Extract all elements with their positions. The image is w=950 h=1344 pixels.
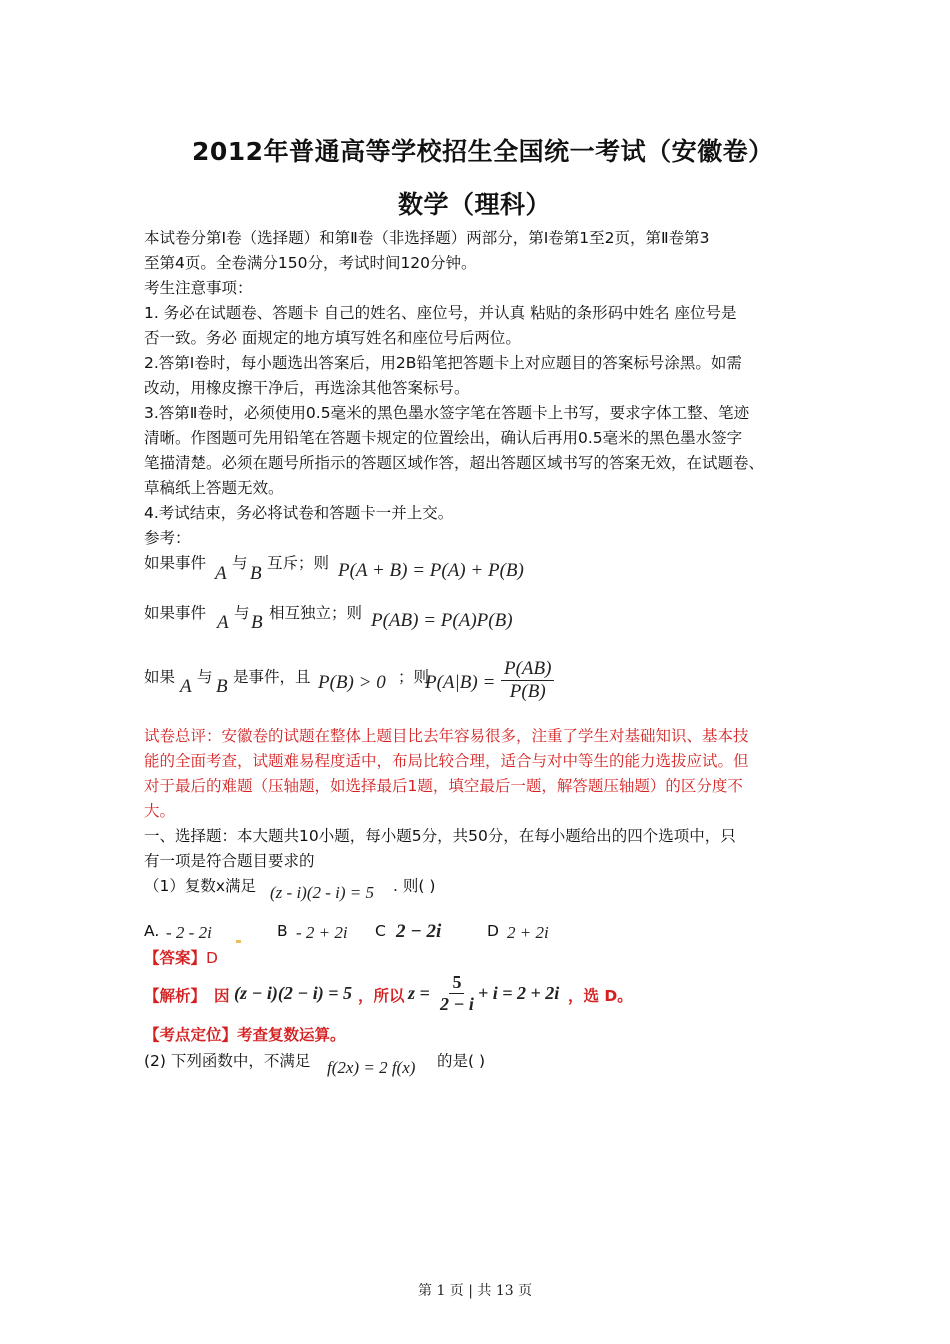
formula-independent: P(AB) = P(A)P(B) [371,610,513,631]
answer-value: D [206,949,218,967]
notice-item: 改动，用橡皮擦干净后，再选涂其他答案标号。 [144,379,470,397]
intro-line: 本试卷分第Ⅰ卷（选择题）和第Ⅱ卷（非选择题）两部分，第Ⅰ卷第1至2页，第Ⅱ卷第3 [144,229,710,247]
analysis-tag: 【解析】 [144,987,207,1005]
formula-2-text: 如果事件 [144,604,207,622]
reference-heading: 参考： [144,529,191,547]
option-d: 2 + 2i [507,923,549,942]
notice-item: 2.答第Ⅰ卷时，每小题选出答案后，用2B铅笔把答题卡上对应题目的答案标号涂黑。如需 [144,354,742,372]
condition-text: 是事件，且 [233,668,311,686]
then-text: ；则 [398,668,430,686]
option-b-label: B [277,922,288,940]
analysis-equation: (z − i)(2 − i) = 5 [234,983,353,1003]
question-1-stem: （1）复数x满足 [144,877,257,895]
review-line: 能的全面考查，试题难易程度适中，布局比较合理，适合与对中等生的能力选拔应试。但 [144,752,749,770]
analysis-fraction [437,972,477,1015]
section-heading: 一、选择题：本大题共10小题，每小题5分，共50分，在每小题给出的四个选项中，只 [144,827,736,845]
analysis-pre: 因 [214,987,230,1005]
analysis-mid: ，所以 [358,987,405,1005]
intro-line: 至第4页。全卷满分150分，考试时间120分钟。 [144,254,477,272]
event-a: A [215,563,227,584]
event-b: B [251,612,263,633]
event-b: B [216,676,228,697]
answer-line [144,945,218,971]
condition-text: 互斥；则 [267,554,330,572]
answer-tag: 【答案】 [144,949,207,967]
fraction-numerator: P(AB) [501,658,554,681]
page-footer: 第 1 页 | 共 13 页 [418,1283,533,1299]
conditional-lhs: P(A|B) = [425,672,496,693]
question-2-formula: f(2x) = 2 f(x) [327,1058,416,1077]
option-b: - 2 + 2i [296,923,348,942]
fraction-numerator: 5 [449,972,464,994]
formula-union: P(A + B) = P(A) + P(B) [338,560,524,581]
conditional-fraction [501,658,554,703]
notice-item: 3.答第Ⅱ卷时，必须使用0.5毫米的黑色墨水签字笔在答题卡上书写，要求字体工整、笔迹 [144,404,750,422]
notice-item: 否一致。务必 面规定的地方填写姓名和座位号后两位。 [144,329,521,347]
review-line: 大。 [144,802,176,820]
fraction-denominator: P(B) [509,681,546,702]
formula-3-text: 如果 [144,668,176,686]
event-b: B [250,563,262,584]
analysis-result: + i = 2 + 2i [478,983,560,1003]
notice-item: 笔描清楚。必须在题号所指示的答题区域作答，超出答题区域书写的答案无效，在试题卷、 [144,454,765,472]
notice-item: 4.考试结束，务必将试卷和答题卡一并上交。 [144,504,454,522]
question-1-formula: (z - i)(2 - i) = 5 [270,883,375,902]
option-c-label: C [375,922,386,940]
point-tag: 【考点定位】 [144,1026,238,1044]
point-text: 考查复数运算。 [237,1026,346,1044]
marker-dot [236,931,241,950]
formula-1-text: 如果事件 [144,554,207,572]
analysis-z: z = [408,983,430,1003]
section-heading: 有一项是符合题目要求的 [144,852,315,870]
condition-text: 相互独立；则 [269,604,363,622]
notice-item: 清晰。作图题可先用铅笔在答题卡规定的位置绘出，确认后再用0.5毫米的黑色墨水签字 [144,429,743,447]
page-subtitle: 数学（理科） [398,190,552,219]
question-1-tail: . 则( ) [393,877,436,895]
option-a: - 2 - 2i [166,923,212,942]
condition-formula: P(B) > 0 [318,672,386,693]
review-line: 对于最后的难题（压轴题，如选择最后1题，填空最后一题，解答题压轴题）的区分度不 [144,777,743,795]
option-d-label: D [487,922,499,940]
point-line [144,1022,346,1048]
conjunction: 与 [197,668,213,686]
option-a-label: A. [144,922,160,940]
conjunction: 与 [234,604,250,622]
conjunction: 与 [232,554,248,572]
review-line: 试卷总评：安徽卷的试题在整体上题目比去年容易很多，注重了学生对基础知识、基本技 [144,727,749,745]
fraction-denominator: 2 − i [440,994,474,1014]
notice-item: 1. 务必在试题卷、答题卡 自己的姓名、座位号，并认真 粘贴的条形码中姓名 座位号是 [144,304,737,322]
event-a: A [217,612,229,633]
analysis-end: ，选 D。 [568,987,633,1005]
notice-item: 草稿纸上答题无效。 [144,479,284,497]
notice-heading: 考生注意事项： [144,279,253,297]
page-title: 2012年普通高等学校招生全国统一考试（安徽卷） [192,137,774,166]
option-c: 2 − 2i [396,921,442,942]
event-a: A [180,676,192,697]
question-2-stem: (2) 下列函数中，不满足 [144,1052,311,1070]
question-2-tail: 的是( ) [437,1052,486,1070]
